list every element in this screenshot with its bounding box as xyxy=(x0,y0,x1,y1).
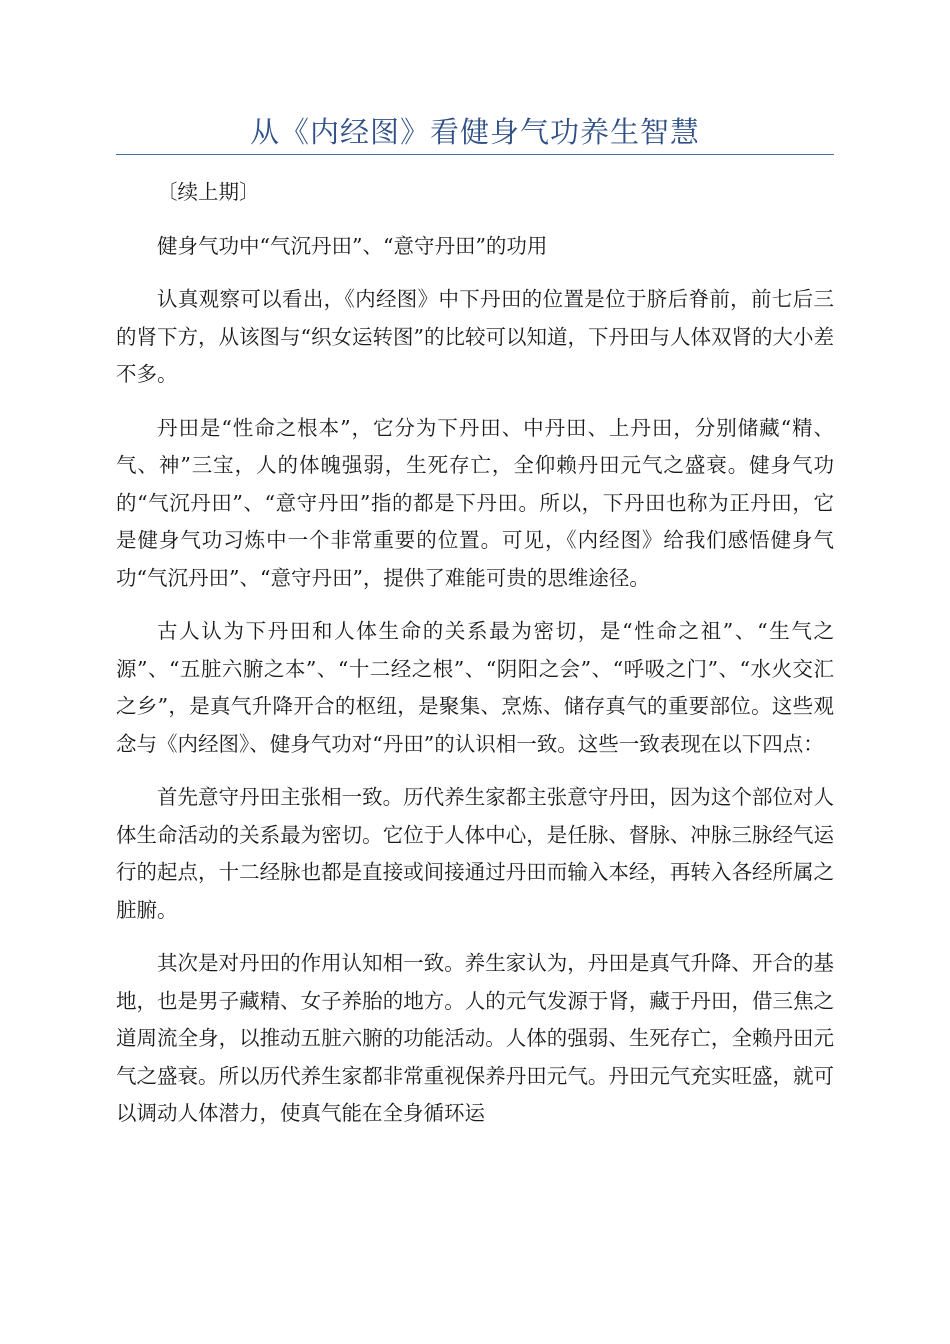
paragraph: 首先意守丹田主张相一致。历代养生家都主张意守丹田，因为这个部位对人体生命活动的关系最为密切。它位于人体中心，是任脉、督脉、冲脉三脉经气运行的起点，十二经脉也都是直接或间接通过丹田而输入本经，再转入各经所属之脏腑。 xyxy=(116,785,834,922)
document-title: 从《内经图》看健身气功养生智慧 xyxy=(249,115,700,149)
section-heading: 健身气功中“气沉丹田”、“意守丹田”的功用 xyxy=(157,233,548,258)
paragraph: 认真观察可以看出，《内经图》中下丹田的位置是位于脐后脊前，前七后三的肾下方，从该图与“织女运转图”的比较可以知道，下丹田与人体双肾的大小差不多。 xyxy=(116,287,834,386)
paragraph: 古人认为下丹田和人体生命的关系最为密切，是“性命之祖”、“生气之源”、“五脏六腑之本”、“十二经之根”、“阴阳之会”、“呼吸之门”、“水火交汇之乡”，是真气升降开合的枢纽，是聚集、烹炼、储存真气的重要部位。这些观念与《内经图》、健身气功对“丹田”的认识相一致。这些一致表现在以下四点： xyxy=(116,619,834,756)
document-body xyxy=(116,174,834,1149)
paragraph: 丹田是“性命之根本”，它分为下丹田、中丹田、上丹田，分别储藏“精、气、神”三宝，人的体魄强弱，生死存亡，全仰赖丹田元气之盛衰。健身气功的“气沉丹田”、“意守丹田”指的都是下丹田。所以，下丹田也称为正丹田，它是健身气功习炼中一个非常重要的位置。可见，《内经图》给我们感悟健身气功“气沉丹田”、“意守丹田”，提供了难能可贵的思维途径。 xyxy=(116,415,834,590)
continuation-note: 〔续上期〕 xyxy=(157,180,260,204)
title-underline xyxy=(116,154,834,155)
paragraph: 其次是对丹田的作用认知相一致。养生家认为，丹田是真气升降、开合的基地，也是男子藏精、女子养胎的地方。人的元气发源于肾，藏于丹田，借三焦之道周流全身，以推动五脏六腑的功能活动。人体的强弱、生死存亡，全赖丹田元气之盛衰。所以历代养生家都非常重视保养丹田元气。丹田元气充实旺盛，就可以调动人体潜力，使真气能在全身循环运 xyxy=(116,951,834,1125)
